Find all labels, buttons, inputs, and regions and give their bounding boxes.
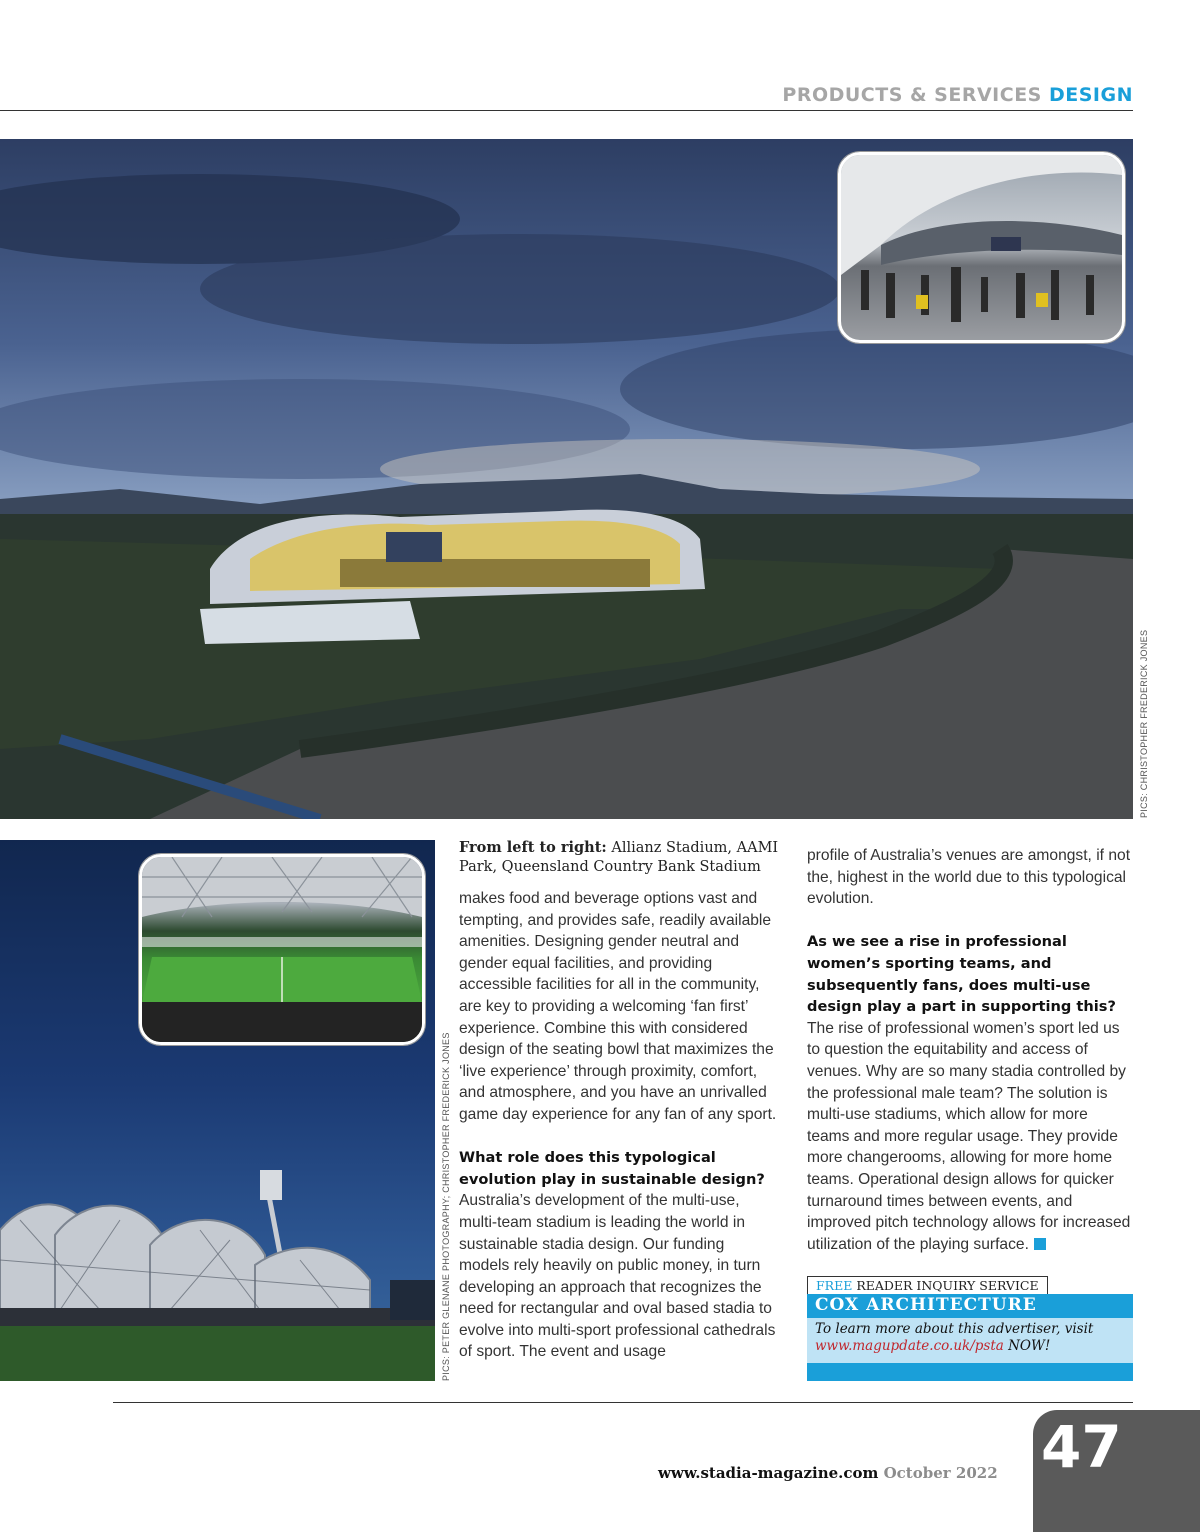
paragraph-fan-experience: makes food and beverage options vast and tempting, and provides safe, readily available amenities. Designing gender neutral and gender equal facilities, and providing accessible facilities for all in the community, are key to providing a welcoming ‘fan first’ experience. Combine this with considered design of the seating bowl that maximizes the ‘live experience’ through proximity, comfort, and atmosphere, and you have an unrivalled game day experience for any fan of any sport. xyxy=(459,890,777,1123)
caption-lead: From left to right: xyxy=(459,839,607,856)
lower-photo-credit: PICS: PETER GLENANE PHOTOGRAPHY; CHRISTOPHER FREDERICK JONES xyxy=(441,1032,451,1381)
paragraph-womens-sport: The rise of professional women’s sport led us to question the equitability and access of venues. Why are so many stadia controlled by the professional male team? The solution is multi-use stadiums, which allow for more teams and more regular usage. They provide more changerooms, allowing for more home teams. Operational design allows for quicker turnaround times between events, and improved pitch technology allows for increased utilization of the playing surface. xyxy=(807,1019,1131,1253)
reader-inquiry-box[interactable] xyxy=(807,1276,1133,1381)
inquiry-tab xyxy=(807,1276,1048,1295)
end-of-article-icon xyxy=(1034,1238,1046,1250)
section-header xyxy=(782,84,1133,106)
inquiry-free-label: FREE xyxy=(816,1278,853,1293)
inquiry-suffix: NOW! xyxy=(1003,1338,1051,1354)
page-number: 47 xyxy=(1033,1410,1200,1532)
inquiry-company: COX ARCHITECTURE xyxy=(807,1294,1133,1318)
inquiry-body xyxy=(807,1318,1133,1381)
inset-photo-stadium-interior xyxy=(139,854,425,1045)
article-column-1 xyxy=(459,888,777,1385)
inquiry-body-text: To learn more about this advertiser, visit xyxy=(815,1321,1094,1337)
question-sustainable-design: What role does this typological evolution play in sustainable design? xyxy=(459,1149,765,1188)
footer-date: October 2022 xyxy=(883,1464,998,1482)
question-womens-sport: As we see a rise in professional women’s sporting teams, and subsequently fans, does multi-use design play a part in supporting this? xyxy=(807,933,1116,1016)
caption-text: Allianz Stadium, AAMI Park, Queensland Country Bank Stadium xyxy=(459,840,779,875)
inquiry-tab-label: READER INQUIRY SERVICE xyxy=(852,1278,1039,1293)
inquiry-link[interactable]: www.magupdate.co.uk/psta xyxy=(815,1338,1004,1354)
footer-info xyxy=(658,1464,998,1482)
paragraph-womens-sport-wrapper xyxy=(807,1018,1133,1256)
hero-photo xyxy=(0,139,1133,819)
paragraph-sustainable-design: Australia’s development of the multi-use, multi-team stadium is leading the world in sustainable stadia design. Our funding models rely heavily on public money, in turn developing an approach that recognizes the need for rectangular and oval based stadia to evolve into multi-sport professional cathedrals of sport. The event and usage xyxy=(459,1192,776,1361)
lower-photo-aami-park xyxy=(0,840,435,1381)
footer-website[interactable]: www.stadia-magazine.com xyxy=(658,1464,879,1482)
header-divider xyxy=(0,110,1133,111)
footer-divider xyxy=(113,1402,1133,1403)
section-label: PRODUCTS & SERVICES xyxy=(782,84,1042,106)
hero-photo-credit: PICS: CHRISTOPHER FREDERICK JONES xyxy=(1139,629,1149,818)
article-column-2 xyxy=(807,845,1133,1255)
inset-photo-stadium-concourse xyxy=(838,152,1125,343)
photo-caption xyxy=(459,838,779,877)
subsection-label: DESIGN xyxy=(1048,84,1133,106)
paragraph-venue-profile: profile of Australia’s venues are amongst, if not the, highest in the world due to this typological evolution. xyxy=(807,847,1131,908)
